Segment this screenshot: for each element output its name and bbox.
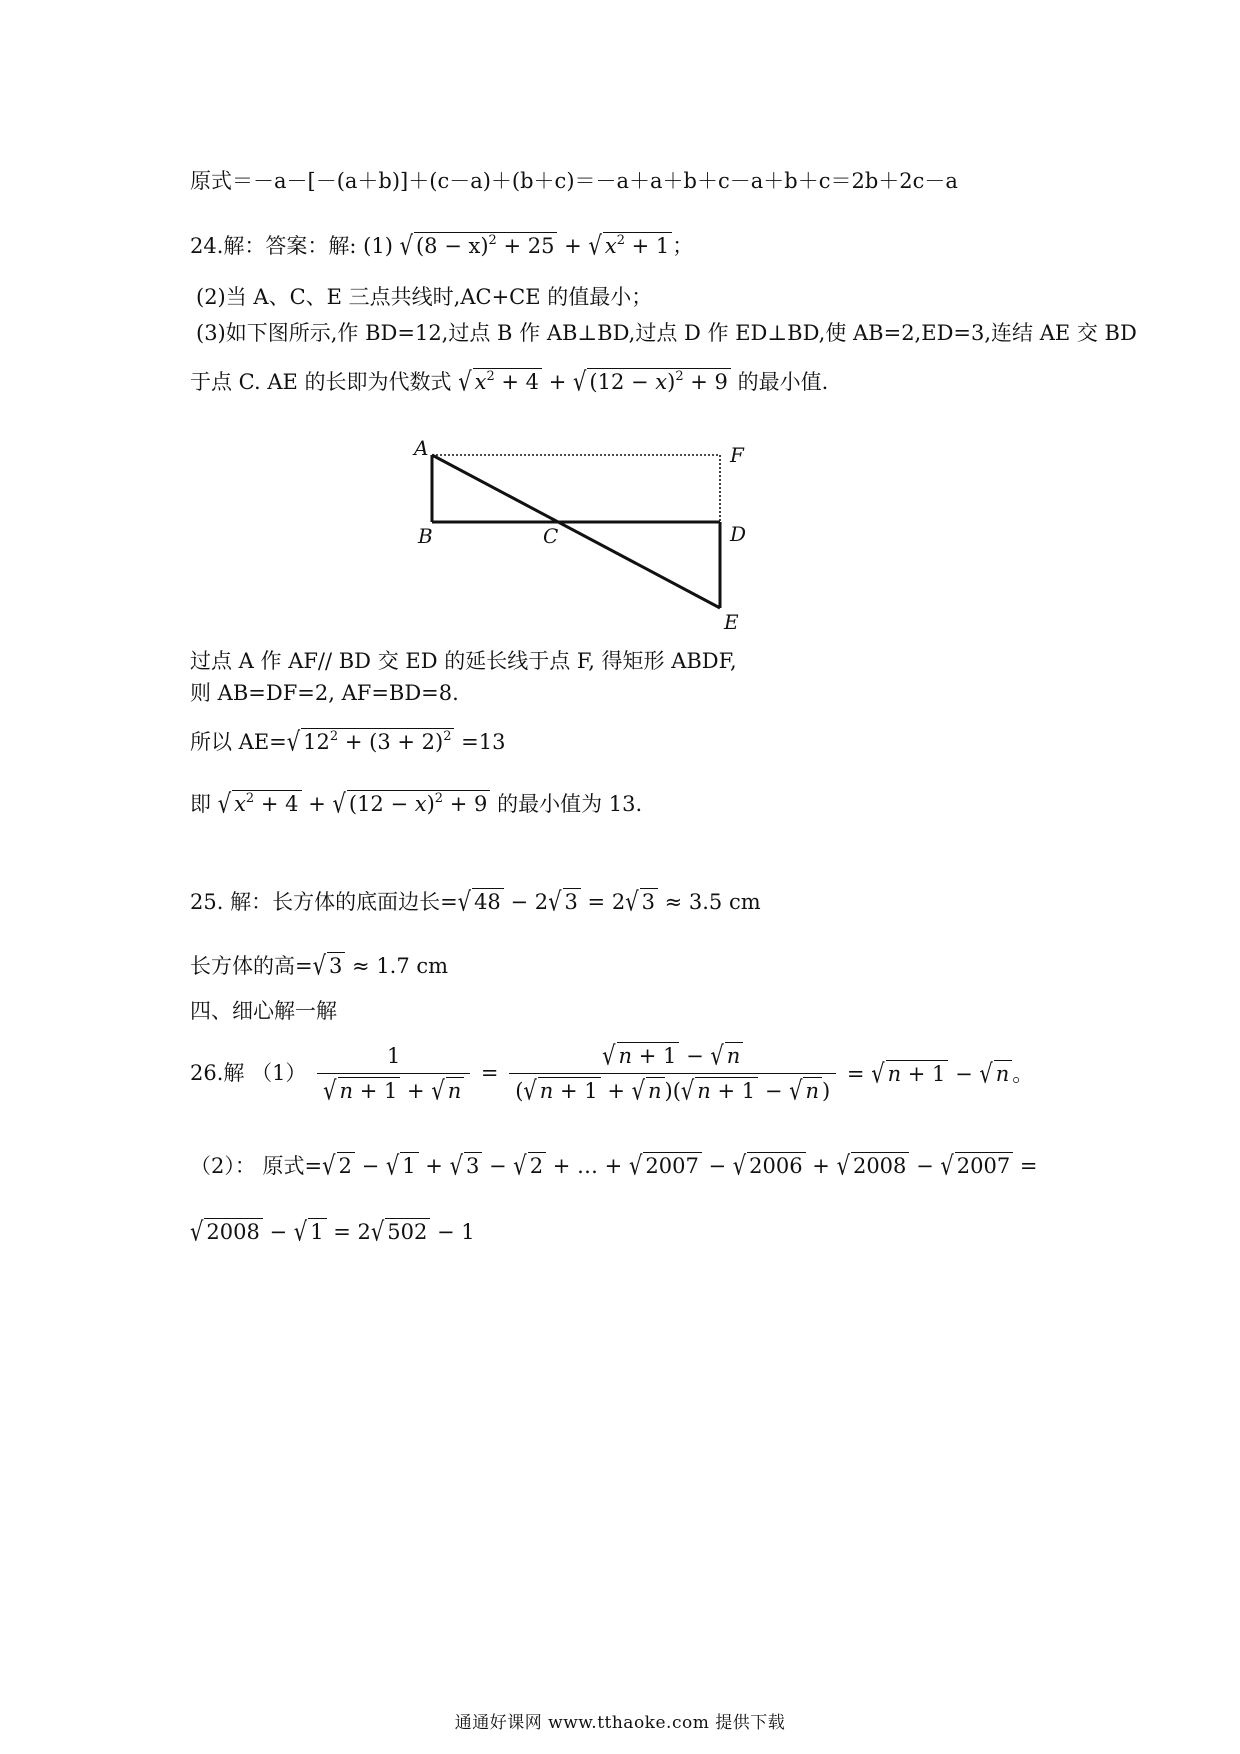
expr-b-tail: + 1 — [624, 234, 670, 258]
height-tail: ≈ 1.7 cm — [345, 954, 449, 978]
q25-prefix: 25. 解：长方体的底面边长= — [190, 890, 458, 914]
q25-expr: − 2 — [503, 890, 549, 914]
expr-a-tail: + 25 — [496, 234, 555, 258]
min-line: 即 √ $x^2 + 4$ + √ $(12 - x)^2 + 9$ 的最小值为 13. — [190, 788, 643, 819]
label-e: E — [724, 610, 739, 634]
fraction-right: $\frac{√ n + 1 - √ n}{(√ n + 1 + √ n )(√ n + 1 - √ n )}$ — [509, 1042, 836, 1106]
label-d: D — [730, 522, 747, 546]
q26b-prefix: （2）： 原式= — [190, 1154, 323, 1178]
q25-tail: ≈ 3.5 cm — [657, 890, 761, 914]
label-c: C — [543, 524, 559, 548]
equal-line-text: 则 AB=DF=2, AF=BD=8. — [190, 681, 459, 705]
label-a: A — [414, 436, 429, 460]
q24-part3b-prefix: 于点 C. AE 的长即为代数式 — [190, 370, 452, 394]
page-footer: 通通好课网 www.tthaoke.com 提供下载 — [454, 1713, 786, 1733]
ae-prefix: 所以 AE= — [190, 730, 287, 754]
section-4-text: 四、细心解一解 — [190, 999, 337, 1023]
fraction-left: $\frac{1}{√ n + 1 + √ n}$ — [317, 1043, 470, 1106]
label-f: F — [730, 443, 744, 467]
q24-part1: 24.解：答案：解: (1) √ $(8 - x)^2 + 25$ + √ $x^2 + 1$ ； — [190, 230, 694, 261]
expansion-text: 原式＝－a－[－(a＋b)]＋(c－a)＋(b＋c)＝－a＋a＋b＋c－a＋b＋c＝2b＋2c－a — [190, 169, 958, 193]
expansion-line — [190, 168, 958, 195]
q24-part2-text: (2)当 A、C、E 三点共线时,AC+CE 的值最小； — [196, 285, 653, 309]
q26-part1: 26.解 （1） $\frac{1}{√ n + 1 + √ n}$ = $\frac{√ n + 1 - √ n}{(√ n + 1 + √ n )(√ n + 1 - √ n )}$ = √ n + 1 − √ n 。 — [190, 1040, 1034, 1107]
q26c-eq: = 2 — [326, 1220, 371, 1244]
sqrt-48: √ 48 — [458, 888, 504, 916]
q24-prefix: 24.解：答案：解: (1) — [190, 234, 393, 258]
q24-part3-text: (3)如下图所示,作 BD=12,过点 B 作 AB⊥BD,过点 D 作 ED⊥BD,使 AB=2,ED=3,连结 AE 交 BD — [196, 321, 1137, 345]
sqrt-x2-4: √ $x^2 + 4$ — [458, 368, 542, 396]
label-b: B — [418, 524, 433, 548]
height-prefix: 长方体的高= — [190, 954, 313, 978]
q24-part3 — [196, 320, 1137, 347]
expr-a-text: (8 − x) — [415, 234, 489, 258]
section-4-heading — [190, 998, 337, 1025]
geometry-diagram — [400, 435, 760, 635]
sqrt-3-b: √ 3 — [625, 888, 658, 916]
q24-part3b: 于点 C. AE 的长即为代数式 √ $x^2 + 4$ + √ $(12 - x)^2 + 9$ 的最小值. — [190, 366, 829, 397]
min-suffix: 的最小值为 13. — [497, 792, 643, 816]
q26-part2-result: √ 2008 − √ 1 = 2√ 502 − 1 — [190, 1216, 475, 1247]
q25-line — [190, 888, 761, 916]
height-line — [190, 952, 448, 980]
q26-prefix: 26.解 （1） — [190, 1061, 307, 1086]
q26c-tail: − 1 — [430, 1220, 475, 1244]
sqrt-min-a: √ $x^2 + 4$ — [218, 790, 302, 818]
sqrt-ae: √ $12^2 + (3 + 2)^2$ — [287, 728, 455, 756]
rect-line-text: 过点 A 作 AF// BD 交 ED 的延长线于点 F, 得矩形 ABDF, — [190, 649, 737, 673]
rect-line — [190, 648, 737, 675]
sqrt-3-a: √ 3 — [548, 888, 581, 916]
sqrt-expr-a: √ $(8 - x)^2 + 25$ — [400, 232, 558, 260]
q25-eq: = 2 — [580, 890, 626, 914]
sqrt-expr-b: √ $x^2 + 1$ — [588, 232, 672, 260]
q24-part2 — [196, 284, 652, 311]
q24-end: ； — [672, 234, 694, 258]
sqrt-3-c: √ 3 — [313, 952, 346, 980]
segment-ae — [432, 455, 720, 608]
sqrt-12-x: √ $(12 - x)^2 + 9$ — [573, 368, 731, 396]
ae-suffix: =13 — [461, 730, 506, 754]
min-prefix: 即 — [190, 792, 211, 816]
sqrt-min-b: √ $(12 - x)^2 + 9$ — [332, 790, 490, 818]
expr-b-text: x — [604, 234, 617, 258]
equal-line — [190, 680, 459, 707]
q24-part3b-suffix: 的最小值. — [737, 370, 829, 394]
ae-line — [190, 728, 505, 756]
q26-part2: （2）： 原式=√ 2 − √ 1 + √ 3 − √ 2 + … + √ 2007 − √ 2006 + √ 2008 − √ 2007 = — [190, 1150, 1038, 1181]
q26-end: 。 — [1012, 1061, 1034, 1086]
